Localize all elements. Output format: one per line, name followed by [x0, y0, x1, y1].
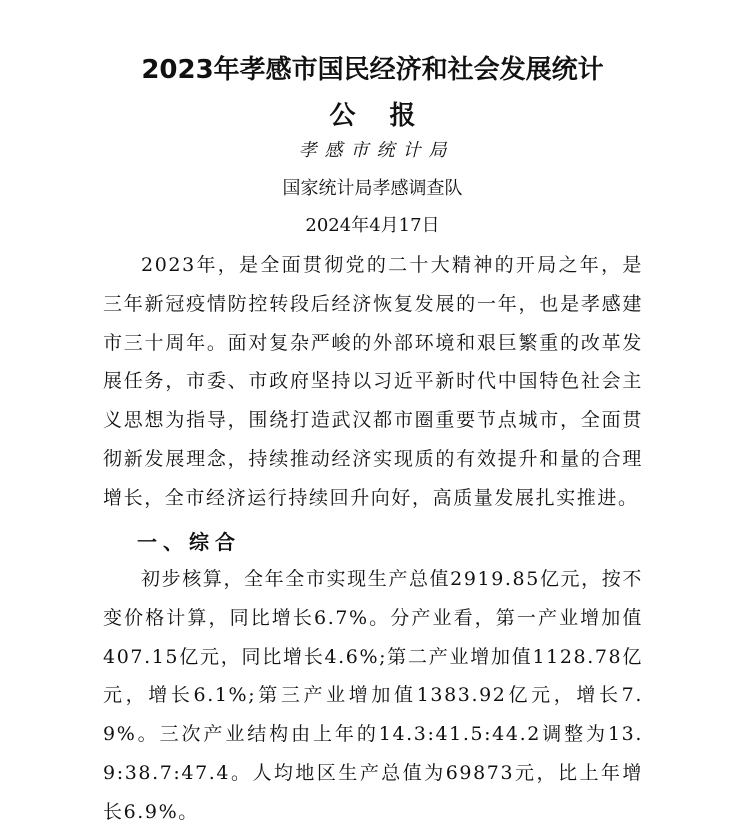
- document-title-line-1: 2023年孝感市国民经济和社会发展统计: [141, 55, 604, 86]
- summary-paragraph: 初步核算，全年全市实现生产总值2919.85亿元，按不变价格计算，同比增长6.7%。分产业看，第一产业增加值407.15亿元，同比增长4.6%;第二产业增加值1128.78亿元，增长6.1%;第三产业增加值1383.92亿元，增长7.9%。三次产业结构由上年的14.3:41.5:44.2调整为13.9:38.7:47.4。人均地区生产总值为69873元，比上年增长6.9%。: [103, 568, 643, 823]
- intro-paragraph: 2023年，是全面贯彻党的二十大精神的开局之年，是三年新冠疫情防控转段后经济恢复发展的一年，也是孝感建市三十周年。面对复杂严峻的外部环境和艰巨繁重的改革发展任务，市委、市政府坚持以习近平新时代中国特色社会主义思想为指导，围绕打造武汉都市圈重要节点城市，全面贯彻新发展理念，持续推动经济实现质的有效提升和量的合理增长，全市经济运行持续回升向好，高质量发展扎实推进。: [103, 254, 643, 509]
- section-title-comprehensive: 一、综合: [137, 530, 241, 554]
- publication-date: 2024年4月17日: [305, 215, 440, 236]
- issuer-survey-team: 国家统计局孝感调查队: [282, 178, 463, 199]
- issuer-statistics-bureau: 孝感市统计局: [298, 140, 455, 161]
- document-title-line-2: 公报: [329, 101, 450, 132]
